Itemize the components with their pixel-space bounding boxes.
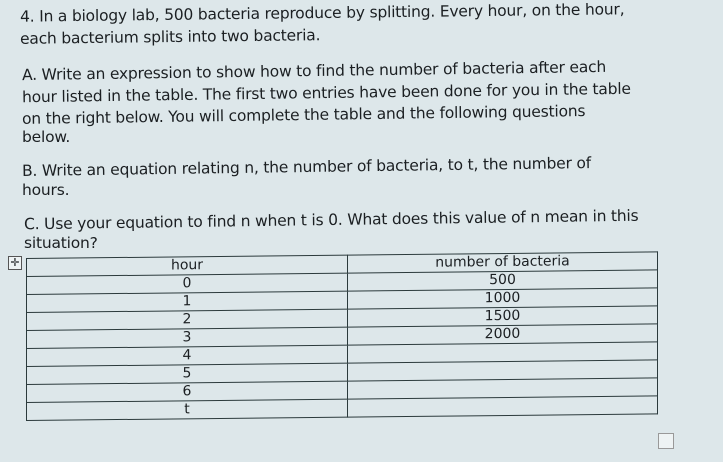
bacteria-cell[interactable]	[348, 396, 658, 417]
bacteria-cell[interactable]: 1500	[348, 306, 658, 327]
bacteria-cell[interactable]: 2000	[348, 324, 658, 345]
table-resize-handle[interactable]	[658, 433, 674, 449]
part-a-line-1: A. Write an expression to show how to find the number of bacteria after each	[21, 57, 607, 85]
hour-cell[interactable]: 0	[27, 273, 348, 294]
hour-cell[interactable]: t	[27, 399, 348, 420]
part-a-line-2: hour listed in the table. The first two entries have been done for you in the table	[21, 79, 631, 107]
hour-cell[interactable]: 5	[27, 363, 348, 384]
bacteria-cell[interactable]: 1000	[348, 288, 658, 309]
intro-line-1: 4. In a biology lab, 500 bacteria reproduce by splitting. Every hour, on the hour,	[19, 0, 625, 26]
bacteria-table	[26, 251, 658, 421]
part-c-line-2: situation?	[24, 234, 98, 252]
header-hour: hour	[27, 255, 348, 276]
part-c-line-1: C. Use your equation to find n when t is 0. What does this value of n mean in this	[23, 206, 639, 234]
intro-line-2: each bacterium splits into two bacteria.	[19, 26, 321, 48]
part-b-line-1: B. Write an equation relating n, the number of bacteria, to t, the number of	[21, 154, 592, 180]
hour-cell[interactable]: 1	[27, 291, 348, 312]
part-a-line-3: on the right below. You will complete the table and the following questions	[21, 102, 586, 128]
bacteria-cell[interactable]: 500	[348, 270, 658, 291]
hour-cell[interactable]: 6	[27, 381, 348, 402]
part-a-line-4: below.	[22, 128, 71, 146]
hour-cell[interactable]: 4	[27, 345, 348, 366]
table-move-handle-icon[interactable]: ✛	[8, 256, 22, 270]
part-b-line-2: hours.	[22, 181, 70, 199]
header-number-of-bacteria: number of bacteria	[348, 252, 658, 273]
hour-cell[interactable]: 2	[27, 309, 348, 330]
hour-cell[interactable]: 3	[27, 327, 348, 348]
